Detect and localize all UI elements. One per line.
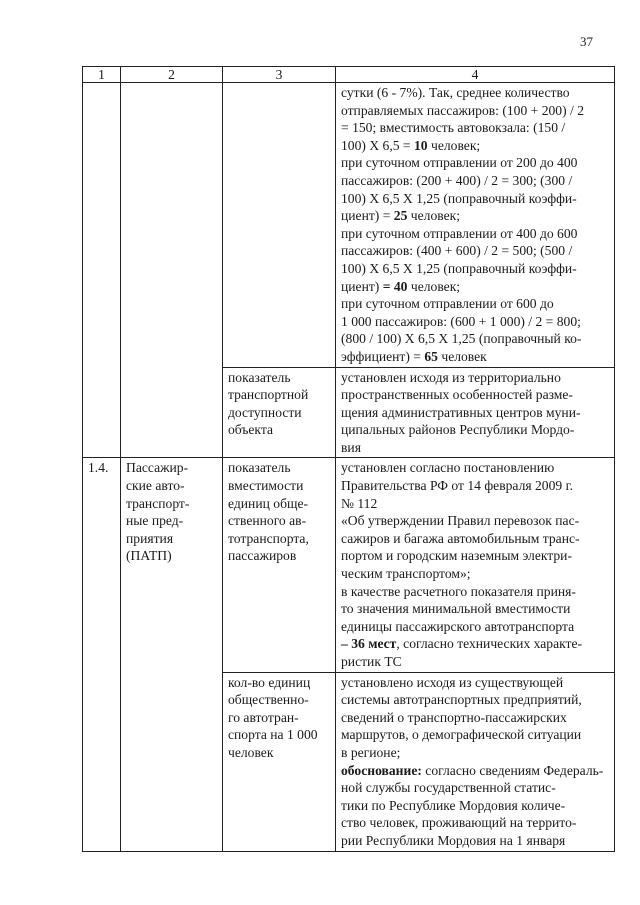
text-line: циент) = 40 человек; — [341, 278, 461, 294]
cell-empty-number — [83, 83, 121, 458]
header-cell-1: 1 — [83, 67, 121, 83]
text-line: циент) = 25 человек; — [341, 208, 460, 224]
header-cell-3: 3 — [223, 67, 336, 83]
text-line: пассажиров: (200 + 400) / 2 = 300; (300 / — [341, 172, 573, 188]
bold-label: обоснование: — [341, 762, 422, 778]
text-line: сажиров и багажа автомобильным транс- — [341, 530, 580, 546]
text-line: (ПАТП) — [126, 548, 172, 564]
cell-indicator-vehicle-count — [223, 672, 336, 851]
text-line: пассажиров: (400 + 600) / 2 = 500; (500 / — [341, 243, 573, 259]
text-line: тики по Республике Мордовия количе- — [341, 797, 566, 813]
text-line: в регионе; — [341, 744, 401, 760]
text-line: обоснование: согласно сведениям Федераль- — [341, 762, 604, 778]
text-line: 100) Х 6,5 Х 1,25 (поправочный коэффи- — [341, 260, 577, 276]
cell-empty-indicator — [223, 83, 336, 368]
text-line: 100) Х 6,5 Х 1,25 (поправочный коэффи- — [341, 190, 577, 206]
text-line: сутки (6 - 7%). Так, среднее количество — [341, 85, 570, 100]
text-line: установлен согласно постановлению — [341, 460, 555, 476]
text-line: Пассажир- — [126, 460, 189, 476]
text-line: рии Республики Мордовия на 1 января — [341, 832, 566, 848]
cell-calculation — [336, 83, 615, 368]
text-line: общественно- — [228, 692, 309, 708]
text-line: (800 / 100) Х 6,5 Х 1,25 (поправочный ко- — [341, 331, 582, 347]
text-line: доступности — [228, 404, 302, 420]
text-line: 1 000 пассажиров: (600 + 1 000) / 2 = 800; — [341, 313, 581, 329]
text-line: при суточном отправлении от 200 до 400 — [341, 155, 578, 171]
text-line: показатель — [228, 460, 291, 476]
cell-indicator-capacity — [223, 458, 336, 672]
text-line: спорта на 1 000 — [228, 727, 318, 743]
text-line: то значения минимальной вместимости — [341, 601, 571, 617]
text-line: – 36 мест, согласно технических характе- — [341, 636, 583, 652]
text-line: кол-во единиц — [228, 674, 311, 690]
text-line: № 112 — [341, 495, 378, 511]
text-line: ципальных районов Республики Мордо- — [341, 422, 575, 438]
text-line: установлено исходя из существующей — [341, 674, 564, 690]
cell-capacity-description — [336, 458, 615, 672]
text-line: человек — [228, 744, 274, 760]
text-line: «Об утверждении Правил перевозок пас- — [341, 513, 580, 529]
bold-value: = 40 — [382, 278, 408, 294]
bold-value: 25 — [393, 208, 408, 224]
text-line: ческим транспортом»; — [341, 566, 471, 582]
text-line: 100) Х 6,5 = 10 человек; — [341, 137, 481, 153]
text-line: отправляемых пассажиров: (100 + 200) / 2 — [341, 102, 585, 118]
text-line: ство человек, проживающий на террито- — [341, 815, 577, 831]
text-line: транспорт- — [126, 495, 190, 511]
cell-vehicle-count-description — [336, 672, 615, 851]
cell-number: 1.4. — [83, 458, 121, 851]
text-line: ственного ав- — [228, 513, 307, 529]
text-line: пространственных особенностей разме- — [341, 387, 573, 403]
text-line: при суточном отправлении от 400 до 600 — [341, 225, 578, 241]
cell-accessibility-description — [336, 367, 615, 458]
text-line: ной службы государственной статис- — [341, 780, 556, 796]
text-line: объекта — [228, 422, 274, 438]
text-line: единицы пассажирского автотранспорта — [341, 618, 575, 634]
bold-value: 65 — [424, 348, 438, 364]
text-line: щения административных центров муни- — [341, 404, 581, 420]
text-line: ные пред- — [126, 513, 184, 529]
text-line: приятия — [126, 530, 174, 546]
cell-object-name — [121, 458, 223, 851]
text-line: ские авто- — [126, 478, 185, 494]
text-line: маршрутов, о демографической ситуации — [341, 727, 582, 743]
cell-empty-name — [121, 83, 223, 458]
table-header-row — [83, 67, 615, 83]
text-line: ристик ТС — [341, 654, 402, 669]
text-line: вместимости — [228, 478, 304, 494]
table-row-continuation — [83, 83, 615, 368]
text-line: го автотран- — [228, 709, 299, 725]
text-line: единиц обще- — [228, 495, 309, 511]
bold-value: – 36 мест — [341, 636, 397, 652]
text-line: тотранспорта, — [228, 530, 309, 546]
text-line: вия — [341, 439, 361, 455]
text-line: при суточном отправлении от 600 до — [341, 296, 554, 312]
text-line: показатель — [228, 369, 291, 385]
text-line: установлен исходя из территориально — [341, 369, 561, 385]
text-line: транспортной — [228, 387, 309, 403]
text-line: портом и городским наземным электри- — [341, 548, 572, 564]
table-row-1-4 — [83, 458, 615, 672]
cell-indicator-accessibility — [223, 367, 336, 458]
page-number: 37 — [580, 34, 593, 49]
header-cell-4: 4 — [336, 67, 615, 83]
text-line: сведений о транспортно-пассажирских — [341, 709, 567, 725]
text-line: пассажиров — [228, 548, 297, 564]
text-line: = 150; вместимость автовокзала: (150 / — [341, 120, 566, 136]
text-line: в качестве расчетного показателя приня- — [341, 583, 576, 599]
header-cell-2: 2 — [121, 67, 223, 83]
text-line: эффициент) = 65 человек — [341, 348, 487, 364]
bold-value: 10 — [414, 137, 428, 153]
text-line: Правительства РФ от 14 февраля 2009 г. — [341, 478, 574, 494]
document-table — [82, 66, 615, 852]
text-line: системы автотранспортных предприятий, — [341, 692, 582, 708]
